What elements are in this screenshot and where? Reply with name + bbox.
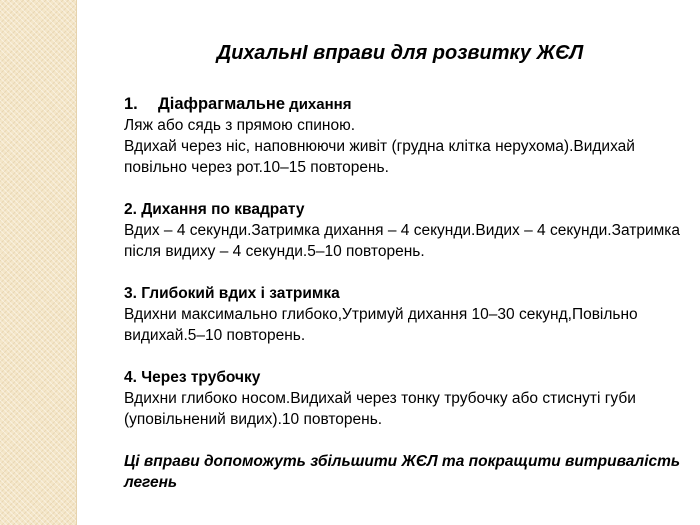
- section-deep-breath-hold: [124, 283, 684, 346]
- section-number: 1.: [124, 95, 138, 113]
- section-heading-tail: дихання: [285, 96, 352, 113]
- decorative-side-strip: [0, 0, 76, 525]
- section-line: Ляж або сядь з прямою спиною.: [124, 117, 356, 134]
- section-text: Вдихни глибоко носом.Видихай через тонку трубочку або стиснуті губи (уповільнений видих).10 повторень.: [124, 390, 636, 428]
- section-heading: 3. Глибокий вдих і затримка: [124, 285, 340, 302]
- section-diaphragmatic-breathing: [124, 94, 684, 178]
- section-text: Вдихни максимально глибоко,Утримуй дихання 10–30 секунд,Повільно видихай.5–10 повторень.: [124, 306, 638, 344]
- section-heading: [124, 94, 684, 115]
- section-heading: 4. Через трубочку: [124, 369, 261, 386]
- conclusion-text: Ці вправи допоможуть збільшити ЖЄЛ та покращити витривалість легень: [124, 453, 681, 491]
- section-heading-main: Діафрагмальне: [158, 95, 286, 113]
- slide-title: ДихальнІ вправи для розвитку ЖЄЛ: [216, 42, 584, 64]
- section-line: Вдихай через ніс, наповнюючи живіт (грудна клітка нерухома).Видихай повільно через рот.10–15 повторень.: [124, 138, 635, 176]
- section-square-breathing: [124, 199, 684, 262]
- slide-content: [124, 94, 684, 493]
- section-heading: 2. Дихання по квадрату: [124, 201, 305, 218]
- section-through-straw: [124, 367, 684, 430]
- section-text: Вдих – 4 секунди.Затримка дихання – 4 секунди.Видих – 4 секунди.Затримка після видиху – 4 секунди.5–10 повторень.: [124, 222, 681, 260]
- side-strip-edge: [76, 0, 77, 525]
